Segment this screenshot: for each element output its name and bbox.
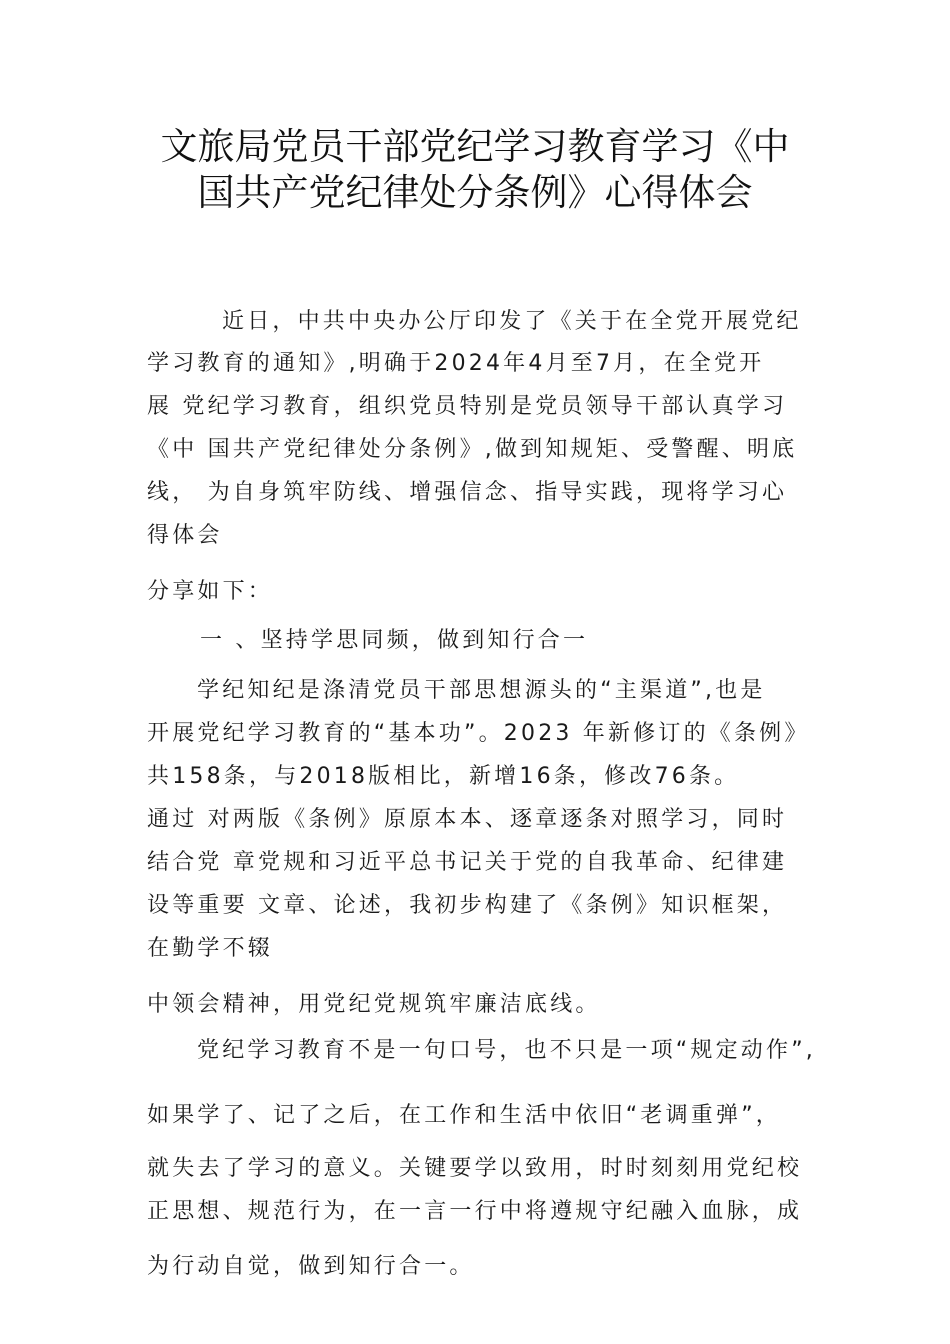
paragraph-line: 共158条，与2018版相比，新增16条，修改76条。 xyxy=(147,764,740,789)
paragraph-line: 就失去了学习的意义。关键要学以致用，时时刻刻用党纪校 xyxy=(147,1156,803,1181)
document-title-line-1: 文旅局党员干部党纪学习教育学习《中 xyxy=(160,125,790,168)
paragraph-line: 《中 国共产党纪律处分条例》,做到知规矩、受警醒、明底 xyxy=(147,437,798,462)
paragraph-line: 结合党 章党规和习近平总书记关于党的自我革命、纪律建 xyxy=(147,850,788,875)
paragraph-line: 学纪知纪是涤清党员干部思想源头的“主渠道”,也是 xyxy=(197,678,766,703)
paragraph-line: 党纪学习教育不是一句口号，也不只是一项“规定动作”, xyxy=(197,1038,816,1063)
paragraph-line: 近日，中共中央办公厅印发了《关于在全党开展党纪 xyxy=(222,309,802,334)
paragraph-line: 分享如下： xyxy=(147,579,274,604)
paragraph-line: 展 党纪学习教育，组织党员特别是党员领导干部认真学习 xyxy=(147,394,788,419)
paragraph-line: 如果学了、记了之后，在工作和生活中依旧“老调重弹”， xyxy=(147,1103,781,1128)
document-title-line-2: 国共产党纪律处分条例》心得体会 xyxy=(197,171,753,214)
paragraph-line: 设等重要 文章、论述，我初步构建了《条例》知识框架， xyxy=(147,893,788,918)
paragraph-line: 在勤学不辍 xyxy=(147,936,274,961)
section-heading: 一 、坚持学思同频，做到知行合一 xyxy=(200,628,589,653)
paragraph-line: 线， 为自身筑牢防线、增强信念、指导实践，现将学习心 xyxy=(147,480,788,505)
paragraph-line: 学习教育的通知》,明确于2024年4月至7月，在全党开 xyxy=(147,351,765,376)
paragraph-line: 通过 对两版《条例》原原本本、逐章逐条对照学习，同时 xyxy=(147,807,788,832)
paragraph-line: 中领会精神，用党纪党规筑牢廉洁底线。 xyxy=(147,992,601,1017)
paragraph-line: 开展党纪学习教育的“基本功”。2023 年新修订的《条例》 xyxy=(147,721,810,746)
paragraph-line: 正思想、规范行为，在一言一行中将遵规守纪融入血脉，成 xyxy=(147,1199,803,1224)
paragraph-line: 得体会 xyxy=(147,523,223,548)
paragraph-line: 为行动自觉，做到知行合一。 xyxy=(147,1254,475,1279)
